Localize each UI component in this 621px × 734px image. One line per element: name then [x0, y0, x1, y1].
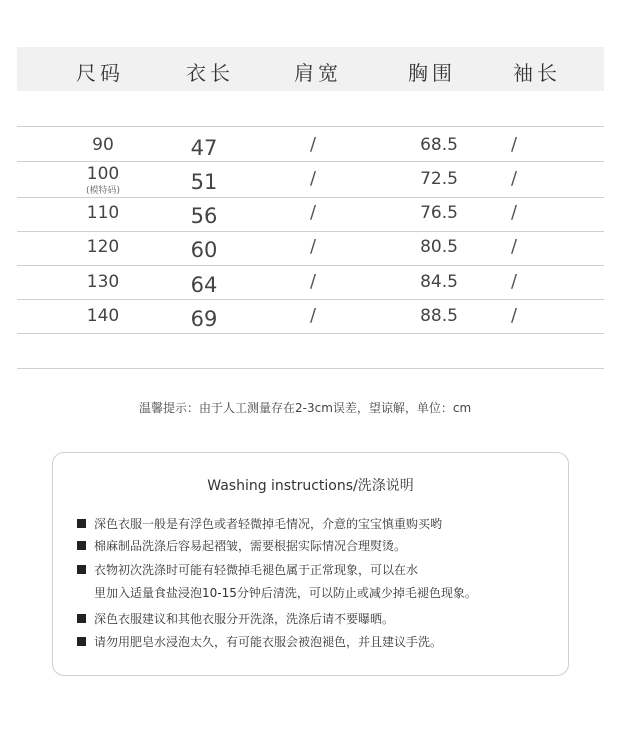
- size-cell: 100: [86, 164, 120, 184]
- chest-cell: 84.5: [420, 272, 458, 292]
- table-header: [17, 47, 604, 91]
- washing-title: Washing instructions/洗涤说明: [207, 478, 414, 494]
- length-cell: 47: [190, 136, 218, 160]
- table-rule: [17, 368, 604, 369]
- header-size: 尺码: [76, 61, 124, 85]
- size-cell: 130: [86, 272, 120, 292]
- size-cell: 120: [86, 237, 120, 257]
- washing-instructions-box: [52, 452, 569, 676]
- square-bullet-icon: [77, 519, 86, 528]
- sleeve-cell: /: [510, 202, 518, 223]
- size-cell: 140: [86, 306, 120, 326]
- wash-item-text: 请勿用肥皂水浸泡太久，有可能衣服会被泡褪色，并且建议手洗。: [94, 635, 443, 649]
- measurement-note: 温馨提示：由于人工测量存在2-3cm误差，望谅解，单位：cm: [139, 401, 472, 415]
- sleeve-cell: /: [510, 305, 518, 326]
- square-bullet-icon: [77, 614, 86, 623]
- table-rule: [17, 126, 604, 127]
- shoulder-cell: /: [309, 202, 317, 223]
- size-cell: 110: [86, 203, 120, 223]
- length-cell: 64: [190, 273, 218, 297]
- square-bullet-icon: [77, 565, 86, 574]
- shoulder-cell: /: [309, 236, 317, 257]
- square-bullet-icon: [77, 541, 86, 550]
- table-rule: [17, 197, 604, 198]
- header-chest: 胸围: [408, 61, 456, 85]
- chest-cell: 80.5: [420, 237, 458, 257]
- chest-cell: 88.5: [420, 306, 458, 326]
- sleeve-cell: /: [510, 271, 518, 292]
- wash-item-text: 衣物初次洗涤时可能有轻微掉毛褪色属于正常现象，可以在水: [94, 563, 419, 577]
- size-cell: 90: [92, 135, 114, 155]
- shoulder-cell: /: [309, 305, 317, 326]
- table-rule: [17, 231, 604, 232]
- length-cell: 69: [190, 307, 218, 331]
- length-cell: 51: [190, 170, 218, 194]
- wash-item-text: 深色衣服建议和其他衣服分开洗涤，洗涤后请不要曝晒。: [94, 612, 395, 626]
- sleeve-cell: /: [510, 168, 518, 189]
- wash-item-continuation: 里加入适量食盐浸泡10-15分钟后清洗，可以防止或减少掉毛褪色现象。: [94, 586, 477, 600]
- shoulder-cell: /: [309, 271, 317, 292]
- list-item: [77, 561, 418, 578]
- wash-item-text: 深色衣服一般是有浮色或者轻微掉毛情况，介意的宝宝慎重购买哟: [94, 517, 443, 531]
- table-rule: [17, 161, 604, 162]
- shoulder-cell: /: [309, 134, 317, 155]
- header-shoulder: 肩宽: [294, 61, 342, 85]
- header-length: 衣长: [186, 61, 234, 85]
- sleeve-cell: /: [510, 236, 518, 257]
- size-note: (模特码): [85, 186, 121, 196]
- shoulder-cell: /: [309, 168, 317, 189]
- length-cell: 56: [190, 204, 218, 228]
- header-sleeve: 袖长: [513, 61, 561, 85]
- table-rule: [17, 299, 604, 300]
- table-rule: [17, 333, 604, 334]
- list-item: [77, 610, 394, 627]
- table-rule: [17, 265, 604, 266]
- wash-item-text: 棉麻制品洗涤后容易起褶皱，需要根据实际情况合理熨烫。: [94, 539, 407, 553]
- chest-cell: 72.5: [420, 169, 458, 189]
- length-cell: 60: [190, 238, 218, 262]
- sleeve-cell: /: [510, 134, 518, 155]
- list-item: [77, 537, 406, 554]
- list-item: [77, 633, 442, 650]
- square-bullet-icon: [77, 637, 86, 646]
- chest-cell: 76.5: [420, 203, 458, 223]
- list-item: [77, 515, 442, 532]
- chest-cell: 68.5: [420, 135, 458, 155]
